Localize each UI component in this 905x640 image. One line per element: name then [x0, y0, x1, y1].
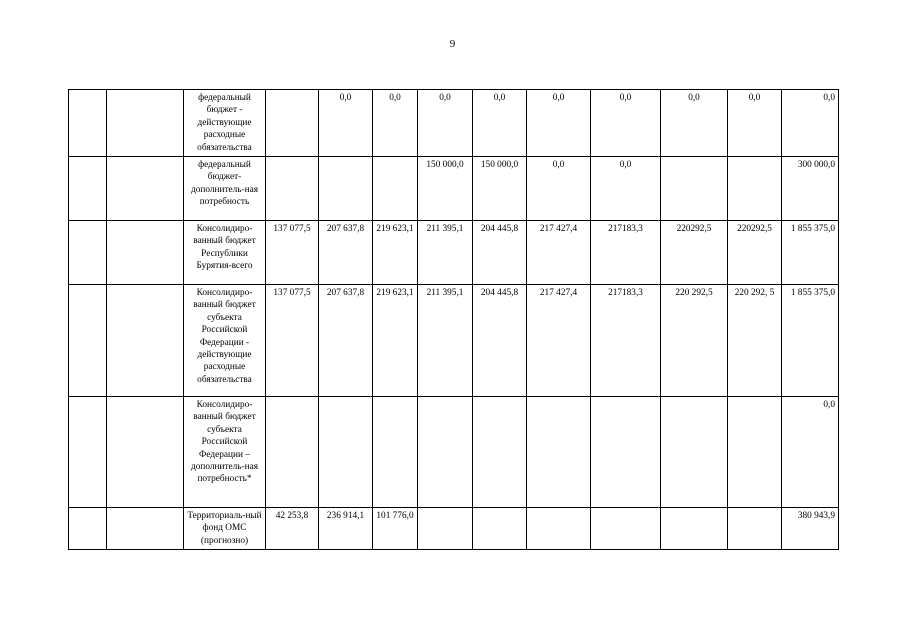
value-cell — [661, 508, 728, 550]
value-cell — [728, 157, 782, 221]
leading-empty-cell-a — [69, 90, 107, 157]
value-cell: 0,0 — [591, 157, 661, 221]
value-cell: 211 395,1 — [418, 221, 473, 285]
value-cell: 204 445,8 — [473, 285, 527, 397]
table-row — [69, 221, 839, 285]
value-cell: 220 292,5 — [661, 285, 728, 397]
budget-table — [68, 89, 839, 550]
value-cell: 217183,3 — [591, 285, 661, 397]
value-cell: 380 943,9 — [782, 508, 839, 550]
value-cell — [728, 508, 782, 550]
value-cell: 0,0 — [782, 90, 839, 157]
table-row — [69, 90, 839, 157]
table-row — [69, 157, 839, 221]
value-cell — [319, 397, 373, 508]
value-cell — [527, 397, 591, 508]
value-cell: 42 253,8 — [266, 508, 319, 550]
value-cell: 204 445,8 — [473, 221, 527, 285]
value-cell: 220292,5 — [728, 221, 782, 285]
table-row — [69, 397, 839, 508]
row-label: Консолидиро-ванный бюджет Республики Бурятия-всего — [184, 221, 266, 285]
leading-empty-cell-a — [69, 221, 107, 285]
leading-empty-cell-a — [69, 157, 107, 221]
value-cell — [418, 397, 473, 508]
leading-empty-cell-b — [107, 397, 184, 508]
value-cell: 1 855 375,0 — [782, 285, 839, 397]
value-cell: 236 914,1 — [319, 508, 373, 550]
leading-empty-cell-a — [69, 285, 107, 397]
value-cell: 0,0 — [527, 90, 591, 157]
table-row — [69, 508, 839, 550]
leading-empty-cell-b — [107, 221, 184, 285]
value-cell: 0,0 — [373, 90, 418, 157]
value-cell: 220292,5 — [661, 221, 728, 285]
page-number: 9 — [449, 38, 456, 50]
value-cell: 0,0 — [728, 90, 782, 157]
value-cell: 211 395,1 — [418, 285, 473, 397]
table-row — [69, 285, 839, 397]
value-cell: 0,0 — [473, 90, 527, 157]
value-cell — [473, 397, 527, 508]
value-cell — [266, 90, 319, 157]
value-cell — [591, 508, 661, 550]
value-cell — [319, 157, 373, 221]
value-cell: 0,0 — [782, 397, 839, 508]
value-cell — [728, 397, 782, 508]
row-label: Консолидиро-ванный бюджет субъекта Российской Федерации – дополнитель-ная потребность* — [184, 397, 266, 508]
value-cell: 220 292, 5 — [728, 285, 782, 397]
leading-empty-cell-b — [107, 508, 184, 550]
value-cell: 207 637,8 — [319, 221, 373, 285]
value-cell: 0,0 — [418, 90, 473, 157]
leading-empty-cell-b — [107, 90, 184, 157]
value-cell: 1 855 375,0 — [782, 221, 839, 285]
value-cell — [591, 397, 661, 508]
value-cell: 217 427,4 — [527, 285, 591, 397]
value-cell: 150 000,0 — [473, 157, 527, 221]
leading-empty-cell-a — [69, 508, 107, 550]
value-cell: 101 776,0 — [373, 508, 418, 550]
value-cell — [661, 157, 728, 221]
value-cell: 0,0 — [661, 90, 728, 157]
value-cell: 137 077,5 — [266, 285, 319, 397]
value-cell: 217183,3 — [591, 221, 661, 285]
leading-empty-cell-b — [107, 285, 184, 397]
leading-empty-cell-a — [69, 397, 107, 508]
value-cell: 219 623,1 — [373, 221, 418, 285]
row-label: федеральный бюджет - действующие расходные обязательства — [184, 90, 266, 157]
value-cell — [373, 157, 418, 221]
value-cell: 219 623,1 — [373, 285, 418, 397]
value-cell — [527, 508, 591, 550]
row-label: Консолидиро-ванный бюджет субъекта Российской Федерации - действующие расходные обязательства — [184, 285, 266, 397]
value-cell: 0,0 — [591, 90, 661, 157]
value-cell: 150 000,0 — [418, 157, 473, 221]
value-cell — [373, 397, 418, 508]
value-cell: 217 427,4 — [527, 221, 591, 285]
leading-empty-cell-b — [107, 157, 184, 221]
value-cell: 0,0 — [319, 90, 373, 157]
row-label: федеральный бюджет-дополнитель-ная потребность — [184, 157, 266, 221]
value-cell — [661, 397, 728, 508]
value-cell — [473, 508, 527, 550]
value-cell: 137 077,5 — [266, 221, 319, 285]
value-cell — [266, 397, 319, 508]
value-cell — [266, 157, 319, 221]
value-cell — [418, 508, 473, 550]
row-label: Территориаль-ный фонд ОМС (прогнозно) — [184, 508, 266, 550]
value-cell: 207 637,8 — [319, 285, 373, 397]
value-cell: 300 000,0 — [782, 157, 839, 221]
value-cell: 0,0 — [527, 157, 591, 221]
